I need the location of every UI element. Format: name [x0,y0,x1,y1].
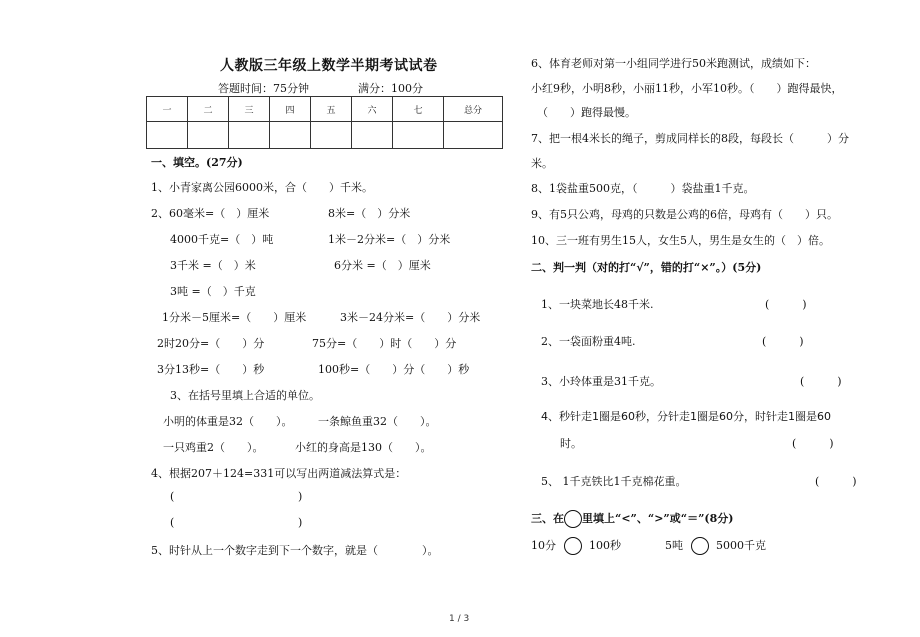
score-col-total: 总分 [444,97,503,122]
question-3c: 一只鸡重2（ ）。 [163,441,264,454]
question-2j: 2时20分=（ ）分 [157,337,265,350]
question-2i: 3米－24分米=（ ）分米 [340,311,481,324]
score-col-2: 二 [188,97,229,122]
score-cell[interactable] [311,122,352,149]
compare-1-left: 10分 [531,539,556,552]
question-2m: 100秒=（ ）分（ ）秒 [318,363,470,376]
page-title: 人教版三年级上数学半期考试试卷 [220,58,438,74]
compare-2-right: 5000千克 [716,539,766,552]
question-2f: 6分米 =（ ）厘米 [334,259,431,272]
section-2-heading: 二、判一判（对的打“√”，错的打“×”。）(5分) [531,261,762,274]
score-cell[interactable] [229,122,270,149]
judge-2: 2、一袋面粉重4吨. [541,335,636,348]
question-4-answer-open-2: ( [170,516,175,529]
question-2k: 75分=（ ）时（ ）分 [312,337,457,350]
exam-score: 满分：100分 [358,82,423,95]
section-3-prefix: 三、在 [531,512,564,525]
judge-1: 1、一块菜地长48千米. [541,298,654,311]
question-3: 3、在括号里填上合适的单位。 [170,389,320,402]
question-7-line-2: 米。 [531,157,553,170]
question-2h: 1分米－5厘米=（ ）厘米 [162,311,307,324]
compare-2 [665,537,766,555]
question-1: 1、小青家离公园6000米，合（ ）千米。 [151,181,373,194]
judge-4-line-1: 4、秒针走1圈是60秒，分针走1圈是60分，时针走1圈是60 [541,410,831,423]
score-table-body-row [147,122,503,149]
section-1-heading: 一、填空。(27分) [151,156,243,169]
question-3a: 小明的体重是32（ ）。 [163,415,293,428]
score-col-1: 一 [147,97,188,122]
judge-3: 3、小玲体重是31千克。 [541,375,661,388]
score-table-header-row [147,97,503,122]
compare-1-right: 100秒 [589,539,621,552]
score-col-7: 七 [393,97,444,122]
question-6-line-3: （ ）跑得最慢。 [537,106,636,119]
question-7-line-1: 7、把一根4米长的绳子，剪成同样长的8段，每段长（ ）分 [531,132,849,145]
judge-2-answer: ( ) [762,335,804,348]
question-3b: 一条鲸鱼重32（ ）。 [318,415,437,428]
score-cell[interactable] [393,122,444,149]
score-table [146,96,503,149]
compare-1-circle[interactable] [564,537,582,555]
question-5: 5、时针从上一个数字走到下一个数字，就是（ ）。 [151,544,439,557]
section-3-heading [531,510,733,528]
page-number: 1 / 3 [449,614,470,624]
score-cell[interactable] [147,122,188,149]
question-2c: 4000千克=（ ）吨 [170,233,274,246]
question-4: 4、根据207＋124=331可以写出两道减法算式是： [151,467,407,480]
question-3d: 小红的身高是130（ ）。 [295,441,432,454]
score-col-6: 六 [352,97,393,122]
score-col-4: 四 [270,97,311,122]
question-9: 9、有5只公鸡，母鸡的只数是公鸡的6倍，母鸡有（ ）只。 [531,208,838,221]
judge-4-answer: ( ) [792,437,834,450]
judge-5: 5、 1千克铁比1千克棉花重。 [541,475,687,488]
question-2b: 8米=（ ）分米 [328,207,411,220]
compare-2-circle[interactable] [691,537,709,555]
question-2l: 3分13秒=（ ）秒 [157,363,265,376]
exam-time: 答题时间：75分钟 [218,82,309,95]
judge-3-answer: ( ) [800,375,842,388]
section-3-suffix: 里填上“<”、“>”或“＝”(8分) [582,512,734,525]
question-2a: 2、60毫米=（ ）厘米 [151,207,270,220]
compare-1 [531,537,621,555]
question-2e: 3千米 =（ ）米 [170,259,256,272]
circle-icon [564,510,582,528]
score-cell[interactable] [444,122,503,149]
question-2d: 1米－2分米=（ ）分米 [328,233,451,246]
judge-5-answer: ( ) [815,475,857,488]
score-cell[interactable] [270,122,311,149]
question-6-line-1: 6、体育老师对第一小组同学进行50米跑测试，成绩如下： [531,57,816,70]
score-col-3: 三 [229,97,270,122]
question-4-answer-close-1: ) [298,490,303,503]
score-cell[interactable] [352,122,393,149]
question-10: 10、三一班有男生15人，女生5人，男生是女生的（ ）倍。 [531,234,830,247]
score-col-5: 五 [311,97,352,122]
judge-1-answer: ( ) [765,298,807,311]
score-cell[interactable] [188,122,229,149]
question-8: 8、1袋盐重500克，（ ）袋盐重1千克。 [531,182,755,195]
question-4-answer-open-1: ( [170,490,175,503]
question-4-answer-close-2: ) [298,516,303,529]
question-6-line-2: 小红9秒，小明8秒，小丽11秒，小军10秒。（ ）跑得最快， [531,82,843,95]
judge-4-line-2: 时。 [560,437,582,450]
question-2g: 3吨 =（ ）千克 [170,285,256,298]
compare-2-left: 5吨 [665,539,683,552]
